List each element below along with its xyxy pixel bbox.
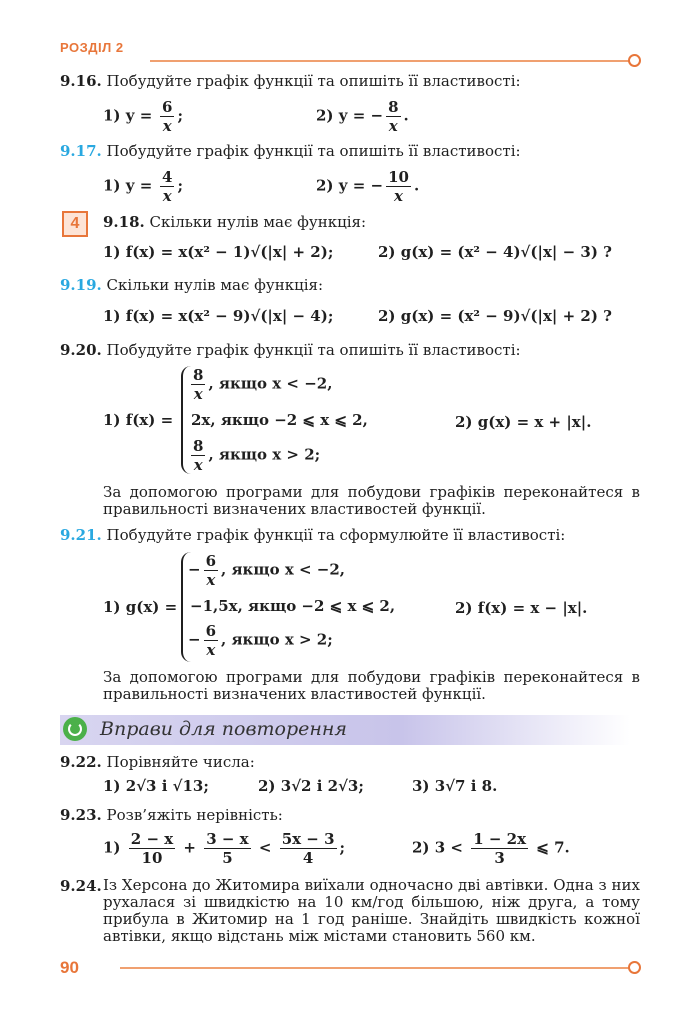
review-section-title: Вправи для повторення [100, 718, 347, 740]
formula-lhs: 2) y = − [316, 176, 384, 195]
case-condition: , якщо x > 2; [208, 445, 321, 464]
item-9-17-1 [103, 168, 183, 205]
problem-number: 9.22. [60, 753, 102, 771]
piecewise-lhs: 1) g(x) = [103, 598, 178, 616]
item-9-17-2 [316, 168, 419, 205]
piecewise-lhs: 1) f(x) = [103, 411, 174, 429]
numerator: 8 [193, 366, 204, 384]
footer-rule-dot [628, 961, 641, 974]
case-1 [188, 366, 332, 403]
fraction [386, 168, 411, 205]
note-paragraph: За допомогою програми для побудови графіків переконайтеся в правильності визначених властивостей функції. [103, 668, 640, 703]
formula-lhs: 2) 3 < [412, 838, 463, 857]
numerator: 4 [162, 168, 173, 186]
problem-text: Розв’яжіть нерівність: [106, 806, 283, 824]
item-9-22-1: 1) 2√3 і √13; [103, 777, 209, 795]
problem-9-19 [60, 276, 323, 294]
fraction [129, 830, 175, 867]
problem-number: 9.24. [60, 877, 102, 895]
denominator: 5 [222, 849, 233, 867]
note-paragraph: За допомогою програми для побудови графіків переконайтеся в правильності визначених властивостей функції. [103, 483, 640, 518]
problem-9-20 [60, 341, 521, 359]
denominator: x [394, 187, 403, 205]
problem-text: Побудуйте графік функції та сформулюйте її властивості: [106, 526, 566, 544]
case-condition: , якщо x < −2, [221, 560, 346, 579]
problem-9-16 [60, 72, 521, 90]
problem-text: Побудуйте графік функції та опишіть її властивості: [106, 142, 521, 160]
numerator: 8 [388, 98, 399, 116]
fraction [160, 98, 174, 135]
section-header: РОЗДІЛ 2 [60, 40, 124, 55]
operator: < [258, 838, 272, 857]
problem-number: 9.19. [60, 276, 102, 294]
item-9-16-1 [103, 98, 183, 135]
formula-lhs: 1) y = [103, 176, 153, 195]
formula-tail: ; [339, 838, 346, 857]
formula-tail: ; [177, 106, 184, 125]
case-1 [188, 552, 345, 589]
fraction [204, 622, 218, 659]
numerator: 6 [205, 552, 217, 570]
denominator: x [162, 117, 172, 135]
problem-text: Скільки нулів має функція: [106, 276, 324, 294]
sign: − [188, 560, 201, 579]
case-3 [188, 437, 320, 474]
problem-number: 9.16. [60, 72, 102, 90]
formula-lhs: 1) y = [103, 106, 153, 125]
case-2: −1,5x, якщо −2 ⩽ x ⩽ 2, [190, 597, 396, 615]
fraction [204, 552, 218, 589]
numerator: 6 [205, 622, 217, 640]
item-9-21-2: 2) f(x) = x − |x|. [455, 599, 588, 617]
sign: − [188, 630, 201, 649]
denominator: 3 [494, 849, 505, 867]
fraction [160, 168, 174, 205]
numerator: 2 − x [130, 830, 174, 848]
item-9-22-2: 2) 3√2 і 2√3; [258, 777, 364, 795]
fraction [386, 98, 400, 135]
formula-tail: . [403, 106, 409, 125]
difficulty-badge: 4 [62, 211, 88, 237]
fraction [191, 437, 205, 474]
fraction [191, 366, 205, 403]
denominator: x [206, 641, 216, 659]
problem-9-23 [60, 806, 283, 824]
problem-number: 9.23. [60, 806, 102, 824]
denominator: x [206, 571, 216, 589]
problem-text: Порівняйте числа: [106, 753, 255, 771]
problem-number: 9.20. [60, 341, 102, 359]
numerator: 8 [193, 437, 204, 455]
fraction [471, 830, 528, 867]
numerator: 6 [162, 98, 173, 116]
item-9-23-2 [412, 830, 570, 867]
problem-9-24-number [60, 877, 102, 895]
problem-text: Скільки нулів має функція: [149, 213, 367, 231]
operator: + [183, 838, 196, 857]
formula-tail: ⩽ 7. [536, 838, 570, 857]
item-9-19-2: 2) g(x) = (x² − 9)√(|x| + 2) ? [378, 307, 612, 325]
item-9-22-3: 3) 3√7 і 8. [412, 777, 498, 795]
item-9-23-1 [103, 830, 345, 867]
problem-9-24-text: Із Херсона до Житомира виїхали одночасно дві автівки. Одна з них рухалася зі швидкістю на 10 км/год більшою, ніж друга, а тому прибула в Житомир на 1 год раніше. Знайдіть швидкість кожної автівки, якщо відстань між містами становить 560 км. [103, 876, 640, 945]
problem-9-17 [60, 142, 521, 160]
problem-text: Побудуйте графік функції та опишіть її властивості: [106, 72, 521, 90]
header-rule-dot [628, 54, 641, 67]
item-9-20-2: 2) g(x) = x + |x|. [455, 413, 592, 431]
formula-tail: ; [177, 176, 184, 195]
refresh-icon [63, 717, 87, 741]
problem-number: 9.21. [60, 526, 102, 544]
item-9-16-2 [316, 98, 409, 135]
denominator: 4 [302, 849, 314, 867]
problem-9-21 [60, 526, 565, 544]
numerator: 10 [388, 168, 409, 186]
header-rule [150, 60, 630, 62]
case-2: 2x, якщо −2 ⩽ x ⩽ 2, [191, 411, 368, 429]
item-9-18-1: 1) f(x) = x(x² − 1)√(|x| + 2); [103, 243, 334, 261]
denominator: 10 [141, 849, 163, 867]
denominator: x [162, 187, 172, 205]
denominator: x [193, 456, 203, 474]
problem-number: 9.18. [103, 213, 145, 231]
numerator: 1 − 2x [473, 830, 527, 848]
numerator: 5x − 3 [281, 830, 335, 848]
page-number: 90 [60, 958, 79, 977]
formula-tail: . [413, 176, 420, 195]
footer-rule [120, 967, 630, 969]
denominator: x [388, 117, 398, 135]
numerator: 3 − x [206, 830, 249, 848]
case-condition: , якщо x > 2; [221, 630, 333, 649]
formula-lhs: 2) y = − [316, 106, 384, 125]
case-condition: , якщо x < −2, [208, 374, 333, 393]
fraction [204, 830, 250, 867]
item-9-19-1: 1) f(x) = x(x² − 9)√(|x| − 4); [103, 307, 334, 325]
item-9-18-2: 2) g(x) = (x² − 4)√(|x| − 3) ? [378, 243, 612, 261]
case-3 [188, 622, 333, 659]
problem-number: 9.17. [60, 142, 102, 160]
problem-9-18 [103, 213, 366, 231]
problem-9-22 [60, 753, 255, 771]
item-label: 1) [103, 838, 121, 857]
problem-text: Побудуйте графік функції та опишіть її властивості: [106, 341, 521, 359]
denominator: x [193, 385, 203, 403]
fraction [280, 830, 337, 867]
